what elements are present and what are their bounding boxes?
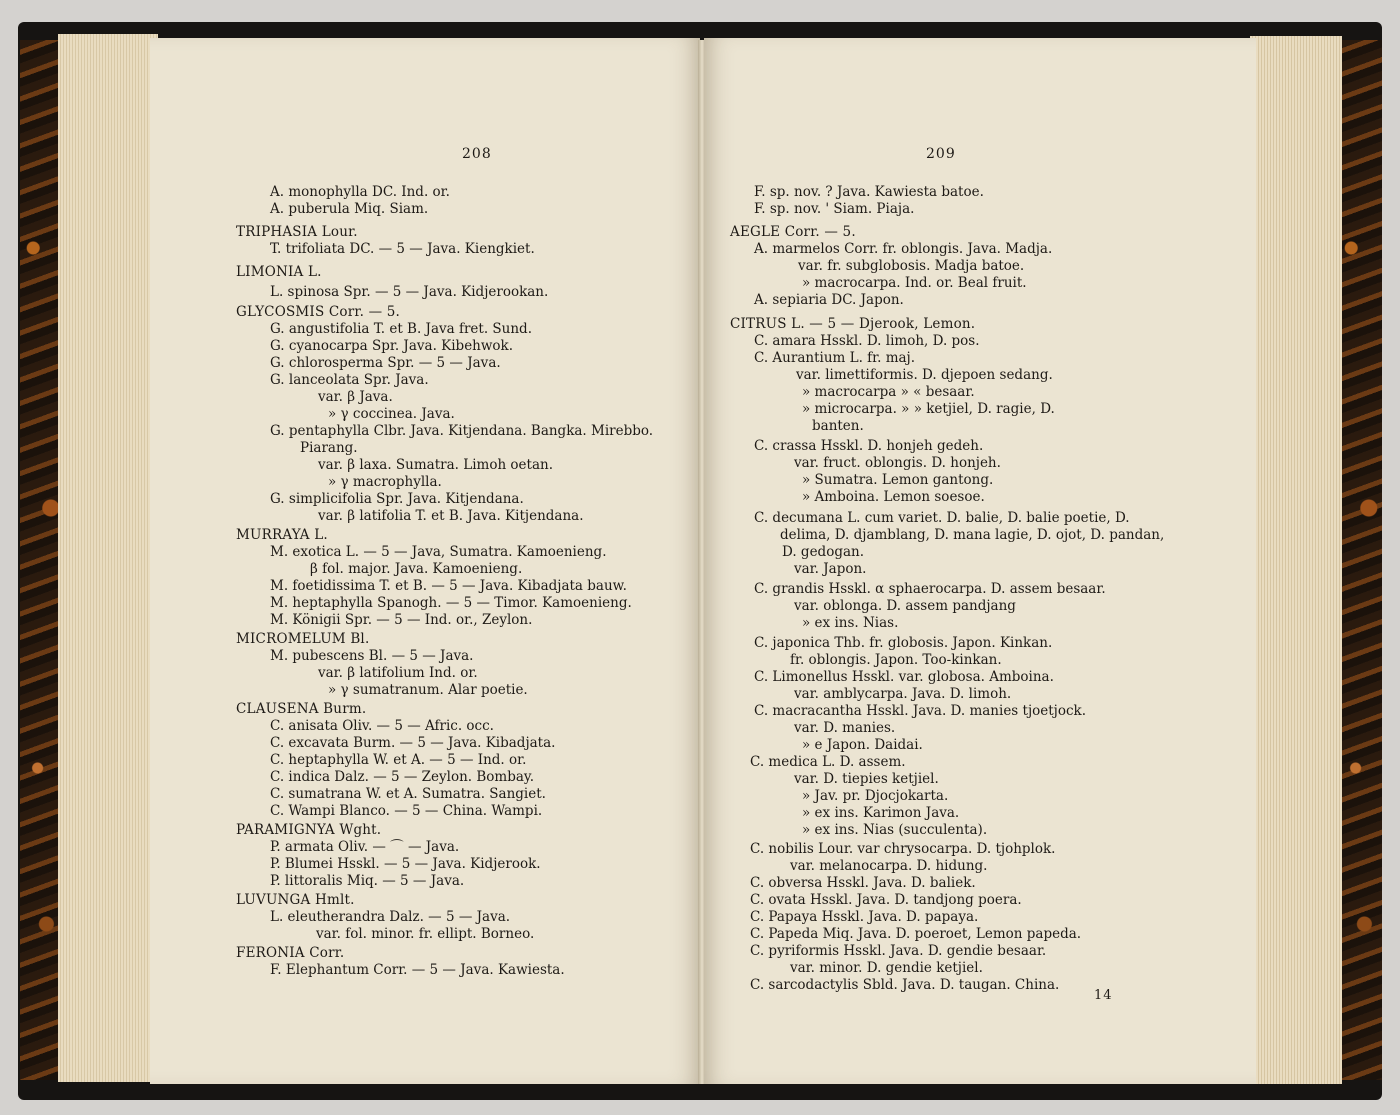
right-line: var. minor. D. gendie ketjiel.	[790, 960, 983, 976]
right-line: C. sarcodactylis Sbld. Java. D. taugan. China.	[750, 977, 1060, 993]
right-line: » Amboina. Lemon soesoe.	[802, 489, 985, 505]
left-line: L. spinosa Spr. — 5 — Java. Kidjerookan.	[270, 284, 549, 300]
right-line: var. fruct. oblongis. D. honjeh.	[794, 455, 1001, 471]
left-line: FERONIA Corr.	[236, 945, 345, 961]
left-line: G. pentaphylla Clbr. Java. Kitjendana. Bangka. Mirebbo.	[270, 423, 654, 439]
right-line: CITRUS L. — 5 — Djerook, Lemon.	[730, 316, 976, 332]
right-line: var. fr. subglobosis. Madja batoe.	[798, 258, 1025, 274]
left-line: LUVUNGA Hmlt.	[236, 892, 355, 908]
left-line: PARAMIGNYA Wght.	[236, 822, 382, 838]
left-line: C. indica Dalz. — 5 — Zeylon. Bombay.	[270, 769, 535, 785]
left-line: F. Elephantum Corr. — 5 — Java. Kawiesta.	[270, 962, 565, 978]
right-page	[704, 38, 1256, 1084]
right-line: C. pyriformis Hsskl. Java. D. gendie besaar.	[750, 943, 1047, 959]
right-line: D. gedogan.	[782, 544, 865, 560]
right-line: AEGLE Corr. — 5.	[730, 224, 856, 240]
right-line: C. Aurantium L. fr. maj.	[754, 350, 916, 366]
page-block-left	[58, 34, 158, 1082]
left-line: A. monophylla DC. Ind. or.	[270, 184, 450, 200]
left-line: P. armata Oliv. — ⌒ — Java.	[270, 839, 460, 855]
right-line: var. limettiformis. D. djepoen sedang.	[796, 367, 1053, 383]
page-number-left: 208	[462, 146, 492, 162]
page-block-right	[1250, 36, 1342, 1084]
right-line: C. decumana L. cum variet. D. balie, D. balie poetie, D.	[754, 510, 1130, 526]
left-line: C. heptaphylla W. et A. — 5 — Ind. or.	[270, 752, 527, 768]
marbled-edge-right	[1338, 40, 1382, 1080]
left-line: MICROMELUM Bl.	[236, 631, 370, 647]
left-line: M. exotica L. — 5 — Java, Sumatra. Kamoenieng.	[270, 544, 607, 560]
left-line: G. chlorosperma Spr. — 5 — Java.	[270, 355, 501, 371]
left-line: TRIPHASIA Lour.	[236, 224, 358, 240]
right-line: banten.	[812, 418, 864, 434]
left-line: C. anisata Oliv. — 5 — Afric. occ.	[270, 718, 494, 734]
right-line: C. obversa Hsskl. Java. D. baliek.	[750, 875, 976, 891]
left-line: Piarang.	[300, 440, 358, 456]
left-line: var. fol. minor. fr. ellipt. Borneo.	[316, 926, 535, 942]
left-line: MURRAYA L.	[236, 527, 328, 543]
left-line: C. Wampi Blanco. — 5 — China. Wampi.	[270, 803, 543, 819]
right-line: » ex ins. Karimon Java.	[802, 805, 960, 821]
left-page-text	[150, 38, 700, 1084]
right-line: var. oblonga. D. assem pandjang	[794, 598, 1016, 614]
right-line: C. amara Hsskl. D. limoh, D. pos.	[754, 333, 980, 349]
left-line: M. foetidissima T. et B. — 5 — Java. Kibadjata bauw.	[270, 578, 627, 594]
left-line: G. simplicifolia Spr. Java. Kitjendana.	[270, 491, 524, 507]
right-line: » e Japon. Daidai.	[802, 737, 923, 753]
right-line: fr. oblongis. Japon. Too-kinkan.	[790, 652, 1002, 668]
left-line: LIMONIA L.	[236, 264, 322, 280]
right-line: C. Limonellus Hsskl. var. globosa. Amboina.	[754, 669, 1054, 685]
right-line: var. D. tiepies ketjiel.	[794, 771, 939, 787]
left-line: var. β laxa. Sumatra. Limoh oetan.	[318, 457, 554, 473]
page-number-right: 209	[926, 146, 956, 162]
left-line: L. eleutherandra Dalz. — 5 — Java.	[270, 909, 511, 925]
right-line: » microcarpa. » » ketjiel, D. ragie, D.	[802, 401, 1055, 417]
left-line: » γ sumatranum. Alar poetie.	[328, 682, 528, 698]
right-line: » Jav. pr. Djocjokarta.	[802, 788, 949, 804]
left-line: » γ macrophylla.	[328, 474, 442, 490]
right-line: C. medica L. D. assem.	[750, 754, 906, 770]
right-line: C. macracantha Hsskl. Java. D. manies tjoetjock.	[754, 703, 1087, 719]
right-line: delima, D. djamblang, D. mana lagie, D. ojot, D. pandan,	[780, 527, 1165, 543]
left-line: var. β latifolium Ind. or.	[318, 665, 478, 681]
right-line: A. sepiaria DC. Japon.	[754, 292, 904, 308]
right-line: C. Papaya Hsskl. Java. D. papaya.	[750, 909, 979, 925]
right-line: C. japonica Thb. fr. globosis. Japon. Kinkan.	[754, 635, 1053, 651]
left-line: var. β Java.	[318, 389, 393, 405]
left-line: GLYCOSMIS Corr. — 5.	[236, 304, 401, 320]
right-line: » macrocarpa. Ind. or. Beal fruit.	[802, 275, 1027, 291]
left-line: C. sumatrana W. et A. Sumatra. Sangiet.	[270, 786, 546, 802]
left-line: M. pubescens Bl. — 5 — Java.	[270, 648, 474, 664]
page-footer-number: 14	[1094, 988, 1113, 1003]
left-line: CLAUSENA Burm.	[236, 701, 367, 717]
left-line: » γ coccinea. Java.	[328, 406, 455, 422]
left-line: β fol. major. Java. Kamoenieng.	[310, 561, 523, 577]
right-line: » ex ins. Nias.	[802, 615, 899, 631]
left-line: A. puberula Miq. Siam.	[270, 201, 429, 217]
left-line: G. cyanocarpa Spr. Java. Kibehwok.	[270, 338, 514, 354]
left-line: G. lanceolata Spr. Java.	[270, 372, 429, 388]
right-line: C. ovata Hsskl. Java. D. tandjong poera.	[750, 892, 1022, 908]
right-line: F. sp. nov. ' Siam. Piaja.	[754, 201, 915, 217]
right-line: C. Papeda Miq. Java. D. poeroet, Lemon papeda.	[750, 926, 1082, 942]
right-line: var. amblycarpa. Java. D. limoh.	[794, 686, 1012, 702]
left-line: M. heptaphylla Spanogh. — 5 — Timor. Kamoenieng.	[270, 595, 632, 611]
right-line: var. melanocarpa. D. hidung.	[790, 858, 988, 874]
right-line: C. grandis Hsskl. α sphaerocarpa. D. assem besaar.	[754, 581, 1106, 597]
right-line: F. sp. nov. ? Java. Kawiesta batoe.	[754, 184, 984, 200]
right-line: C. nobilis Lour. var chrysocarpa. D. tjohplok.	[750, 841, 1056, 857]
left-line: C. excavata Burm. — 5 — Java. Kibadjata.	[270, 735, 556, 751]
left-line: T. trifoliata DC. — 5 — Java. Kiengkiet.	[270, 241, 535, 257]
left-line: P. littoralis Miq. — 5 — Java.	[270, 873, 465, 889]
right-line: C. crassa Hsskl. D. honjeh gedeh.	[754, 438, 984, 454]
right-page-text	[704, 38, 1256, 1084]
right-line: A. marmelos Corr. fr. oblongis. Java. Madja.	[754, 241, 1053, 257]
right-line: » macrocarpa » « besaar.	[802, 384, 975, 400]
right-line: var. Japon.	[794, 561, 867, 577]
left-line: M. Königii Spr. — 5 — Ind. or., Zeylon.	[270, 612, 533, 628]
right-line: var. D. manies.	[794, 720, 896, 736]
right-line: » ex ins. Nias (succulenta).	[802, 822, 988, 838]
left-line: G. angustifolia T. et B. Java fret. Sund.	[270, 321, 532, 337]
left-line: var. β latifolia T. et B. Java. Kitjendana.	[318, 508, 584, 524]
left-page	[150, 38, 700, 1084]
left-line: P. Blumei Hsskl. — 5 — Java. Kidjerook.	[270, 856, 541, 872]
right-line: » Sumatra. Lemon gantong.	[802, 472, 994, 488]
